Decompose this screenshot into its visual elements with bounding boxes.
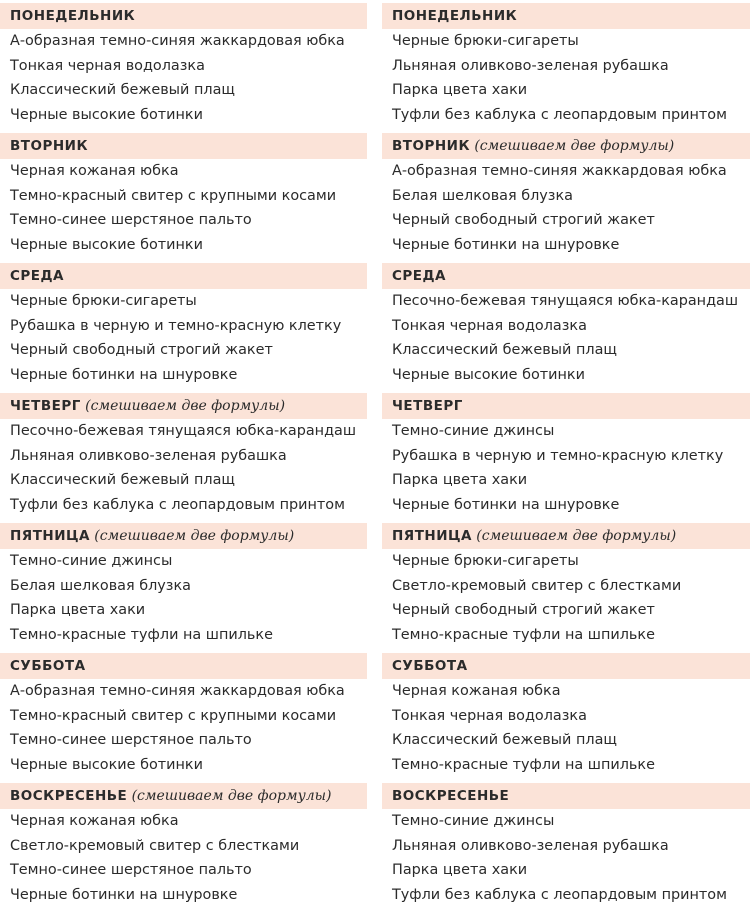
outfit-item: Темно-красный свитер с крупными косами — [10, 187, 337, 204]
outfit-item-list — [382, 289, 750, 387]
day-name: ПЯТНИЦА — [392, 528, 472, 544]
outfit-item: Тонкая черная водолазка — [392, 317, 587, 334]
outfit-item: Темно-синие джинсы — [392, 813, 555, 829]
day-name: ЧЕТВЕРГ — [392, 398, 463, 414]
outfit-item: Тонкая черная водолазка — [10, 57, 205, 74]
day-header — [0, 263, 367, 289]
outfit-item: Парка цвета хаки — [392, 472, 528, 488]
day-header — [382, 783, 750, 809]
day-header — [0, 393, 367, 419]
outfit-item: Льняная оливково-зеленая рубашка — [10, 447, 287, 464]
outfit-item: Темно-синее шерстяное пальто — [10, 212, 252, 228]
outfit-item: Льняная оливково-зеленая рубашка — [392, 837, 669, 854]
day-header — [0, 783, 367, 809]
day-header — [0, 653, 367, 679]
day-block — [382, 523, 750, 647]
outfit-item: Черные брюки-сигареты — [392, 33, 579, 49]
outfit-item: Льняная оливково-зеленая рубашка — [392, 57, 669, 74]
day-block — [382, 653, 750, 777]
schedule-column-left — [0, 3, 367, 913]
day-header — [382, 3, 750, 29]
outfit-item: Темно-красные туфли на шпильке — [10, 626, 273, 643]
outfit-item: Классический бежевый плащ — [10, 472, 235, 488]
outfit-item: Черные брюки-сигареты — [10, 293, 197, 309]
day-block — [382, 783, 750, 907]
outfit-item: Черный свободный строгий жакет — [392, 212, 655, 228]
outfit-item: Черные брюки-сигареты — [392, 553, 579, 569]
outfit-item: Песочно-бежевая тянущаяся юбка-карандаш — [10, 423, 357, 439]
outfit-item: Классический бежевый плащ — [392, 342, 617, 358]
day-block — [382, 393, 750, 517]
day-header — [382, 133, 750, 159]
outfit-item-list — [382, 419, 750, 517]
outfit-item: Черные ботинки на шнуровке — [10, 886, 238, 903]
outfit-item: Тонкая черная водолазка — [392, 707, 587, 724]
day-note: (смешиваем две формулы) — [94, 528, 295, 544]
outfit-item: Черные ботинки на шнуровке — [392, 236, 620, 253]
outfit-item: Темно-синее шерстяное пальто — [10, 862, 252, 878]
day-name: ПОНЕДЕЛЬНИК — [392, 8, 518, 24]
outfit-item: Песочно-бежевая тянущаяся юбка-карандаш — [392, 293, 739, 309]
outfit-item: Темно-красные туфли на шпильке — [392, 626, 655, 643]
outfit-item: Черные ботинки на шнуровке — [392, 496, 620, 513]
outfit-item: Темно-красные туфли на шпильке — [392, 756, 655, 773]
day-block — [0, 133, 367, 257]
day-name: ВОСКРЕСЕНЬЕ — [392, 788, 510, 804]
day-note: (смешиваем две формулы) — [474, 138, 675, 154]
day-name: СУББОТА — [392, 658, 468, 674]
outfit-item: Черная кожаная юбка — [392, 683, 561, 699]
outfit-item: Темно-синие джинсы — [392, 423, 555, 439]
outfit-item: Туфли без каблука с леопардовым принтом — [392, 886, 727, 903]
day-header — [382, 263, 750, 289]
day-block — [382, 263, 750, 387]
outfit-item: Черные высокие ботинки — [10, 106, 203, 123]
outfit-item-list — [382, 679, 750, 777]
day-name: ПЯТНИЦА — [10, 528, 90, 544]
outfit-item-list — [0, 809, 367, 907]
outfit-item: Черный свободный строгий жакет — [10, 342, 273, 358]
outfit-item: А-образная темно-синяя жаккардовая юбка — [392, 163, 727, 179]
day-name: СУББОТА — [10, 658, 86, 674]
day-block — [382, 133, 750, 257]
day-note: (смешиваем две формулы) — [85, 398, 286, 414]
outfit-item: Белая шелковая блузка — [10, 577, 191, 594]
schedule-column-right — [382, 3, 750, 913]
outfit-item: Светло-кремовый свитер с блестками — [392, 577, 682, 594]
day-name: ПОНЕДЕЛЬНИК — [10, 8, 136, 24]
outfit-item: Белая шелковая блузка — [392, 187, 573, 204]
outfit-item-list — [0, 289, 367, 387]
day-header — [0, 133, 367, 159]
outfit-item: А-образная темно-синяя жаккардовая юбка — [10, 683, 345, 699]
day-block — [382, 3, 750, 127]
outfit-item-list — [0, 679, 367, 777]
outfit-item: Темно-синее шерстяное пальто — [10, 732, 252, 748]
outfit-item: Туфли без каблука с леопардовым принтом — [392, 106, 727, 123]
outfit-item: А-образная темно-синяя жаккардовая юбка — [10, 33, 345, 49]
outfit-item: Черные высокие ботинки — [10, 236, 203, 253]
day-name: ЧЕТВЕРГ — [10, 398, 81, 414]
outfit-item: Парка цвета хаки — [392, 862, 528, 878]
day-note: (смешиваем две формулы) — [476, 528, 677, 544]
outfit-item: Темно-синие джинсы — [10, 553, 173, 569]
outfit-item-list — [0, 159, 367, 257]
outfit-item: Черные ботинки на шнуровке — [10, 366, 238, 383]
day-block — [0, 783, 367, 907]
outfit-item: Черные высокие ботинки — [10, 756, 203, 773]
outfit-item: Туфли без каблука с леопардовым принтом — [10, 496, 345, 513]
outfit-item: Черная кожаная юбка — [10, 163, 179, 179]
day-block — [0, 393, 367, 517]
outfit-item: Светло-кремовый свитер с блестками — [10, 837, 300, 854]
outfit-item-list — [382, 809, 750, 907]
outfit-item: Рубашка в черную и темно-красную клетку — [392, 447, 724, 464]
day-name: ВОСКРЕСЕНЬЕ — [10, 788, 128, 804]
outfit-item: Темно-красный свитер с крупными косами — [10, 707, 337, 724]
day-block — [0, 263, 367, 387]
day-header — [382, 393, 750, 419]
day-header — [382, 653, 750, 679]
outfit-item-list — [0, 29, 367, 127]
outfit-item: Классический бежевый плащ — [392, 732, 617, 748]
outfit-schedule — [0, 3, 750, 913]
day-header — [382, 523, 750, 549]
day-name: ВТОРНИК — [10, 138, 89, 154]
day-name: СРЕДА — [10, 268, 64, 284]
day-block — [0, 523, 367, 647]
outfit-item-list — [0, 549, 367, 647]
day-note: (смешиваем две формулы) — [131, 788, 332, 804]
outfit-item: Черная кожаная юбка — [10, 813, 179, 829]
day-header — [0, 523, 367, 549]
outfit-item: Парка цвета хаки — [10, 602, 146, 618]
day-name: СРЕДА — [392, 268, 446, 284]
outfit-item-list — [382, 29, 750, 127]
outfit-item-list — [382, 549, 750, 647]
outfit-item: Классический бежевый плащ — [10, 82, 235, 98]
outfit-item: Черные высокие ботинки — [392, 366, 585, 383]
outfit-item-list — [0, 419, 367, 517]
day-block — [0, 3, 367, 127]
day-block — [0, 653, 367, 777]
outfit-item: Черный свободный строгий жакет — [392, 602, 655, 618]
day-header — [0, 3, 367, 29]
day-name: ВТОРНИК — [392, 138, 471, 154]
outfit-item: Рубашка в черную и темно-красную клетку — [10, 317, 342, 334]
outfit-item-list — [382, 159, 750, 257]
outfit-item: Парка цвета хаки — [392, 82, 528, 98]
